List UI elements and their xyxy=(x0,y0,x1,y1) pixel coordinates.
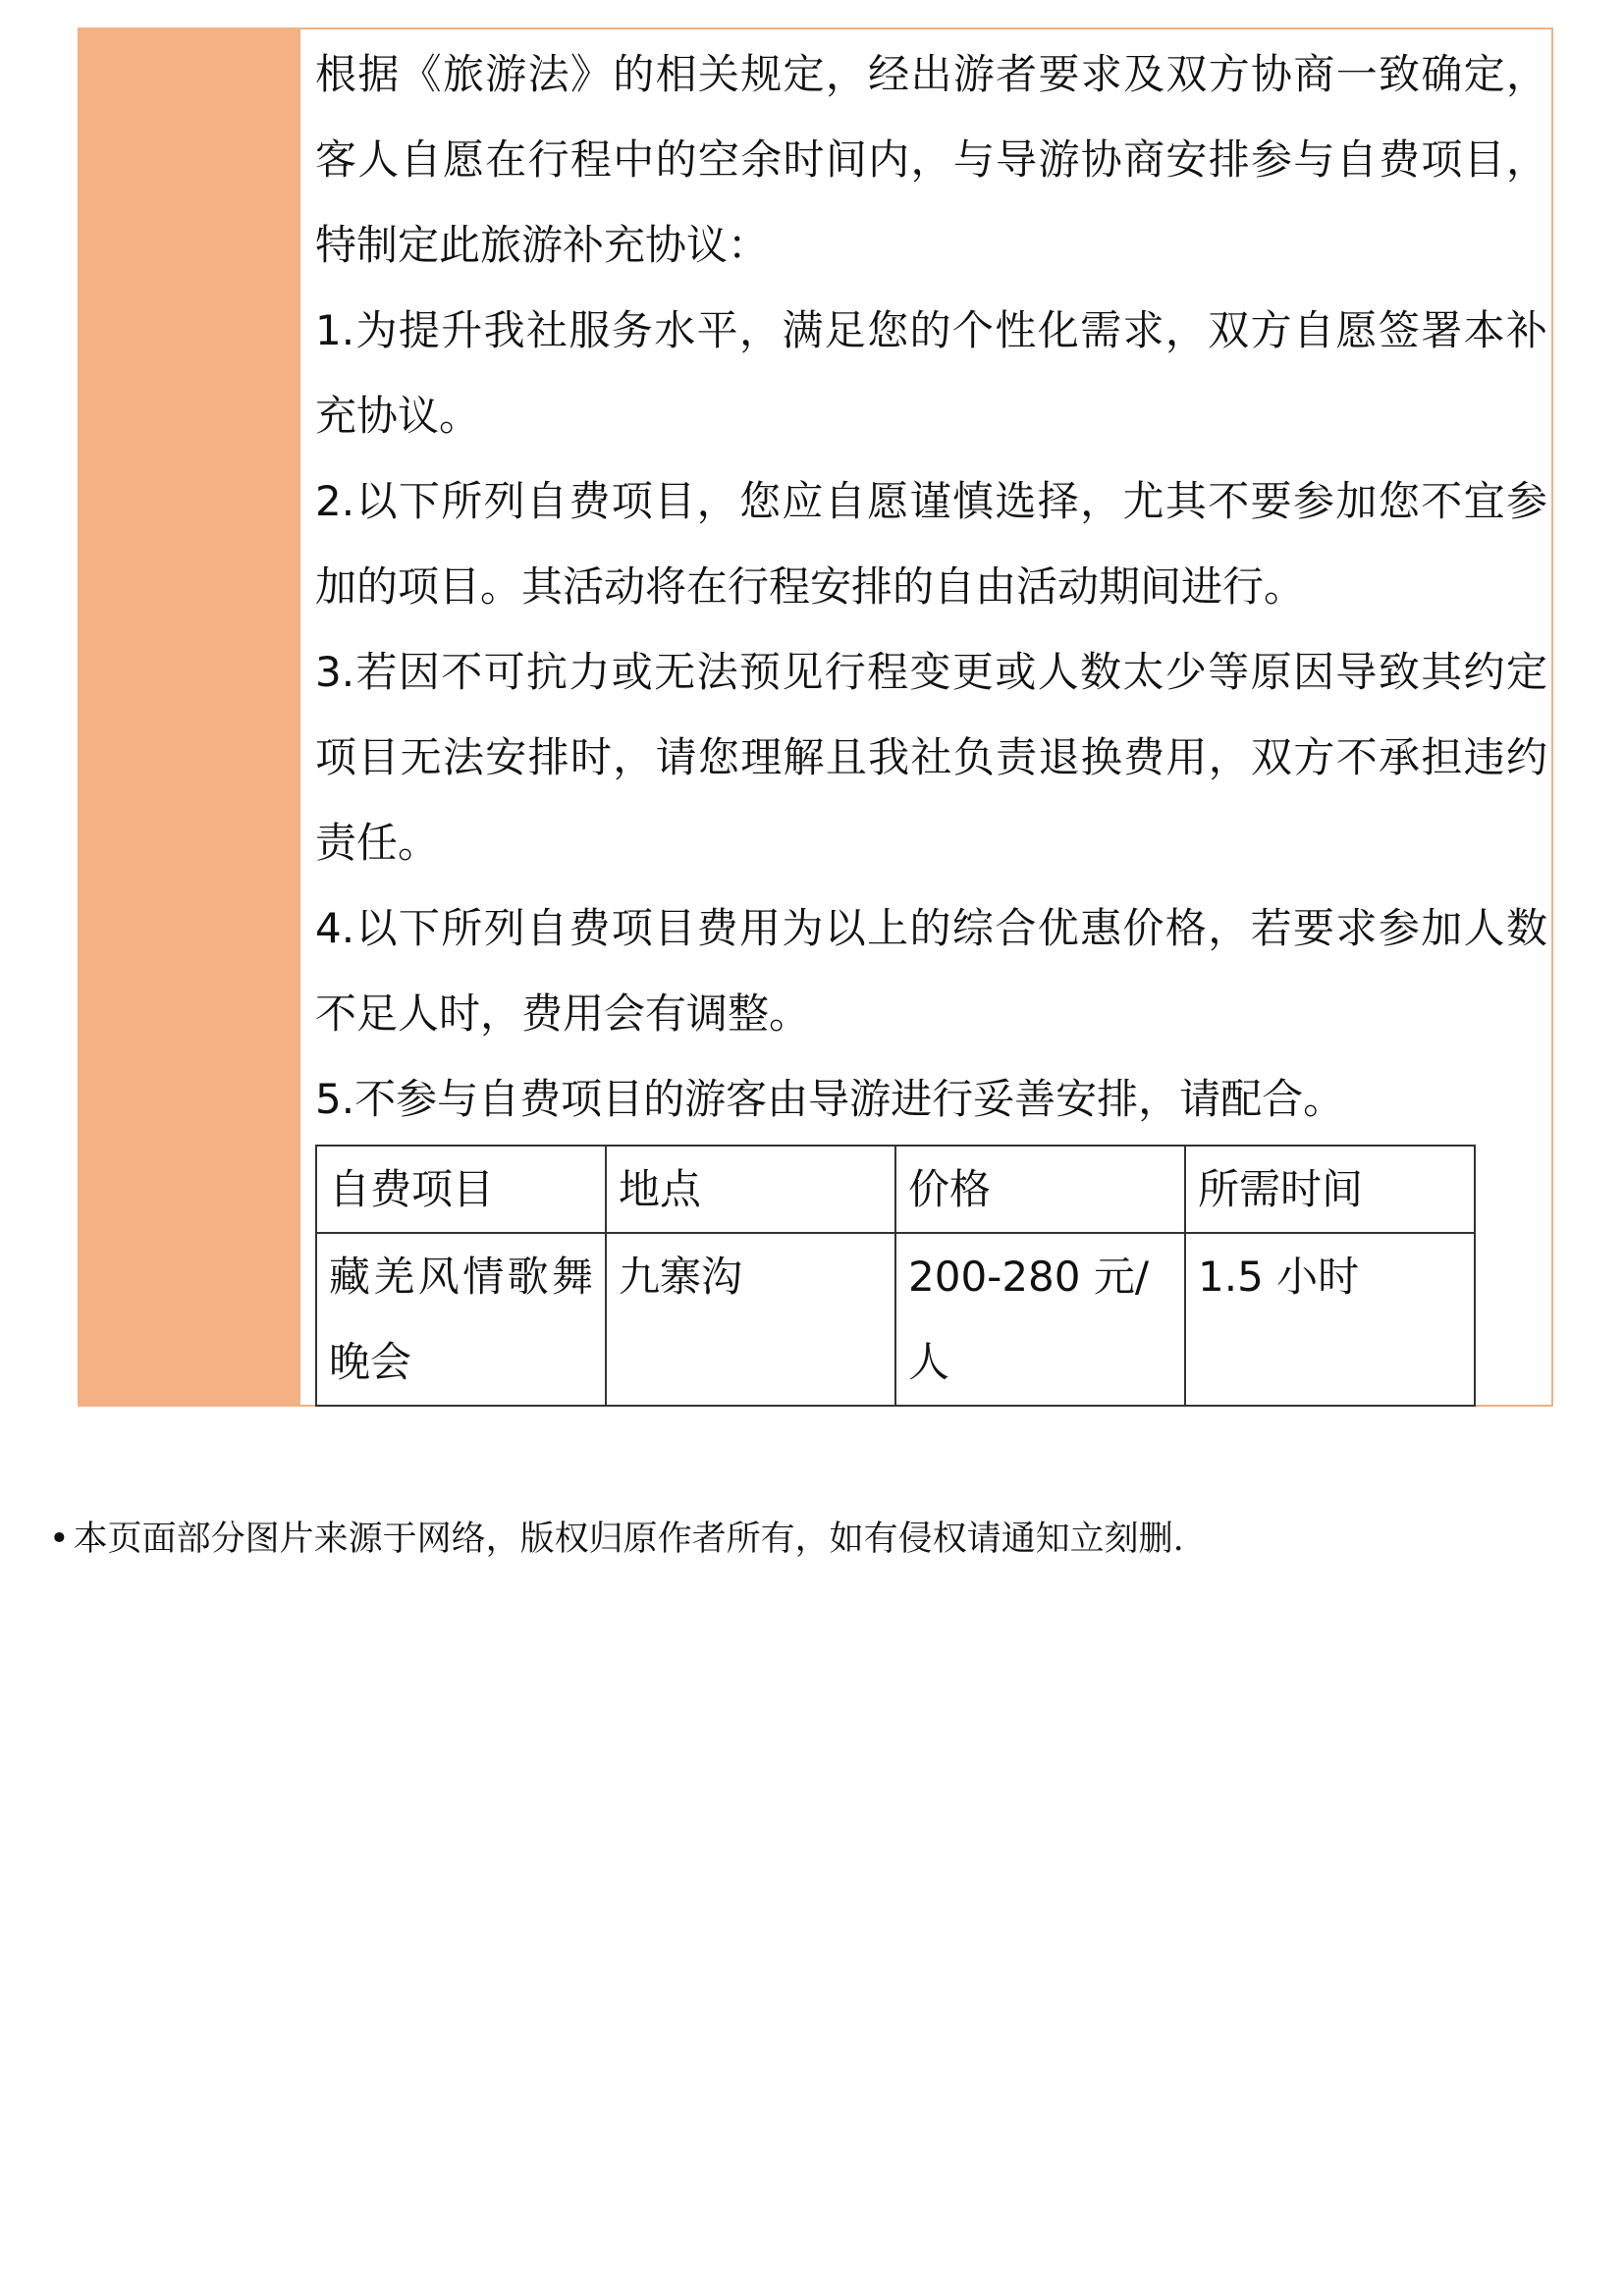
fee-table-header-row xyxy=(316,1146,1475,1233)
agreement-item-5: 5.不参与自费项目的游客由导游进行妥善安排，请配合。 xyxy=(315,1075,1345,1123)
agreement-content-cell xyxy=(298,29,1551,1405)
agreement-item-2: 2.以下所列自费项目，您应自愿谨慎选择，尤其不要参加您不宜参加的项目。其活动将在行程安排的自由活动期间进行。 xyxy=(315,477,1547,611)
table-row xyxy=(316,1233,1475,1406)
fee-header-item: 自费项目 xyxy=(316,1146,606,1233)
fee-cell-price: 200-280 元/人 xyxy=(895,1233,1185,1406)
fee-cell-item: 藏羌风情歌舞晚会 xyxy=(316,1233,606,1406)
fee-table xyxy=(315,1145,1476,1407)
bullet-icon: • xyxy=(49,1520,70,1559)
footnote xyxy=(49,1510,1184,1569)
agreement-item-1: 1.为提升我社服务水平，满足您的个性化需求，双方自愿签署本补充协议。 xyxy=(315,306,1547,440)
agreement-table xyxy=(78,27,1553,1407)
fee-header-duration: 所需时间 xyxy=(1185,1146,1475,1233)
agreement-item-4: 4.以下所列自费项目费用为以上的综合优惠价格，若要求参加人数不足人时，费用会有调整。 xyxy=(315,904,1547,1038)
fee-header-price: 价格 xyxy=(895,1146,1185,1233)
agreement-intro: 根据《旅游法》的相关规定，经出游者要求及双方协商一致确定，客人自愿在行程中的空余时间内，与导游协商安排参与自费项目，特制定此旅游补充协议： xyxy=(315,50,1547,269)
agreement-item-3: 3.若因不可抗力或无法预见行程变更或人数太少等原因导致其约定项目无法安排时，请您理解且我社负责退换费用，双方不承担违约责任。 xyxy=(315,648,1547,867)
fee-header-location: 地点 xyxy=(606,1146,895,1233)
fee-cell-duration: 1.5 小时 xyxy=(1185,1233,1475,1406)
footnote-text: 本页面部分图片来源于网络，版权归原作者所有，如有侵权请通知立刻删. xyxy=(73,1520,1184,1559)
agreement-label-cell xyxy=(80,29,298,1405)
fee-cell-location: 九寨沟 xyxy=(606,1233,895,1406)
